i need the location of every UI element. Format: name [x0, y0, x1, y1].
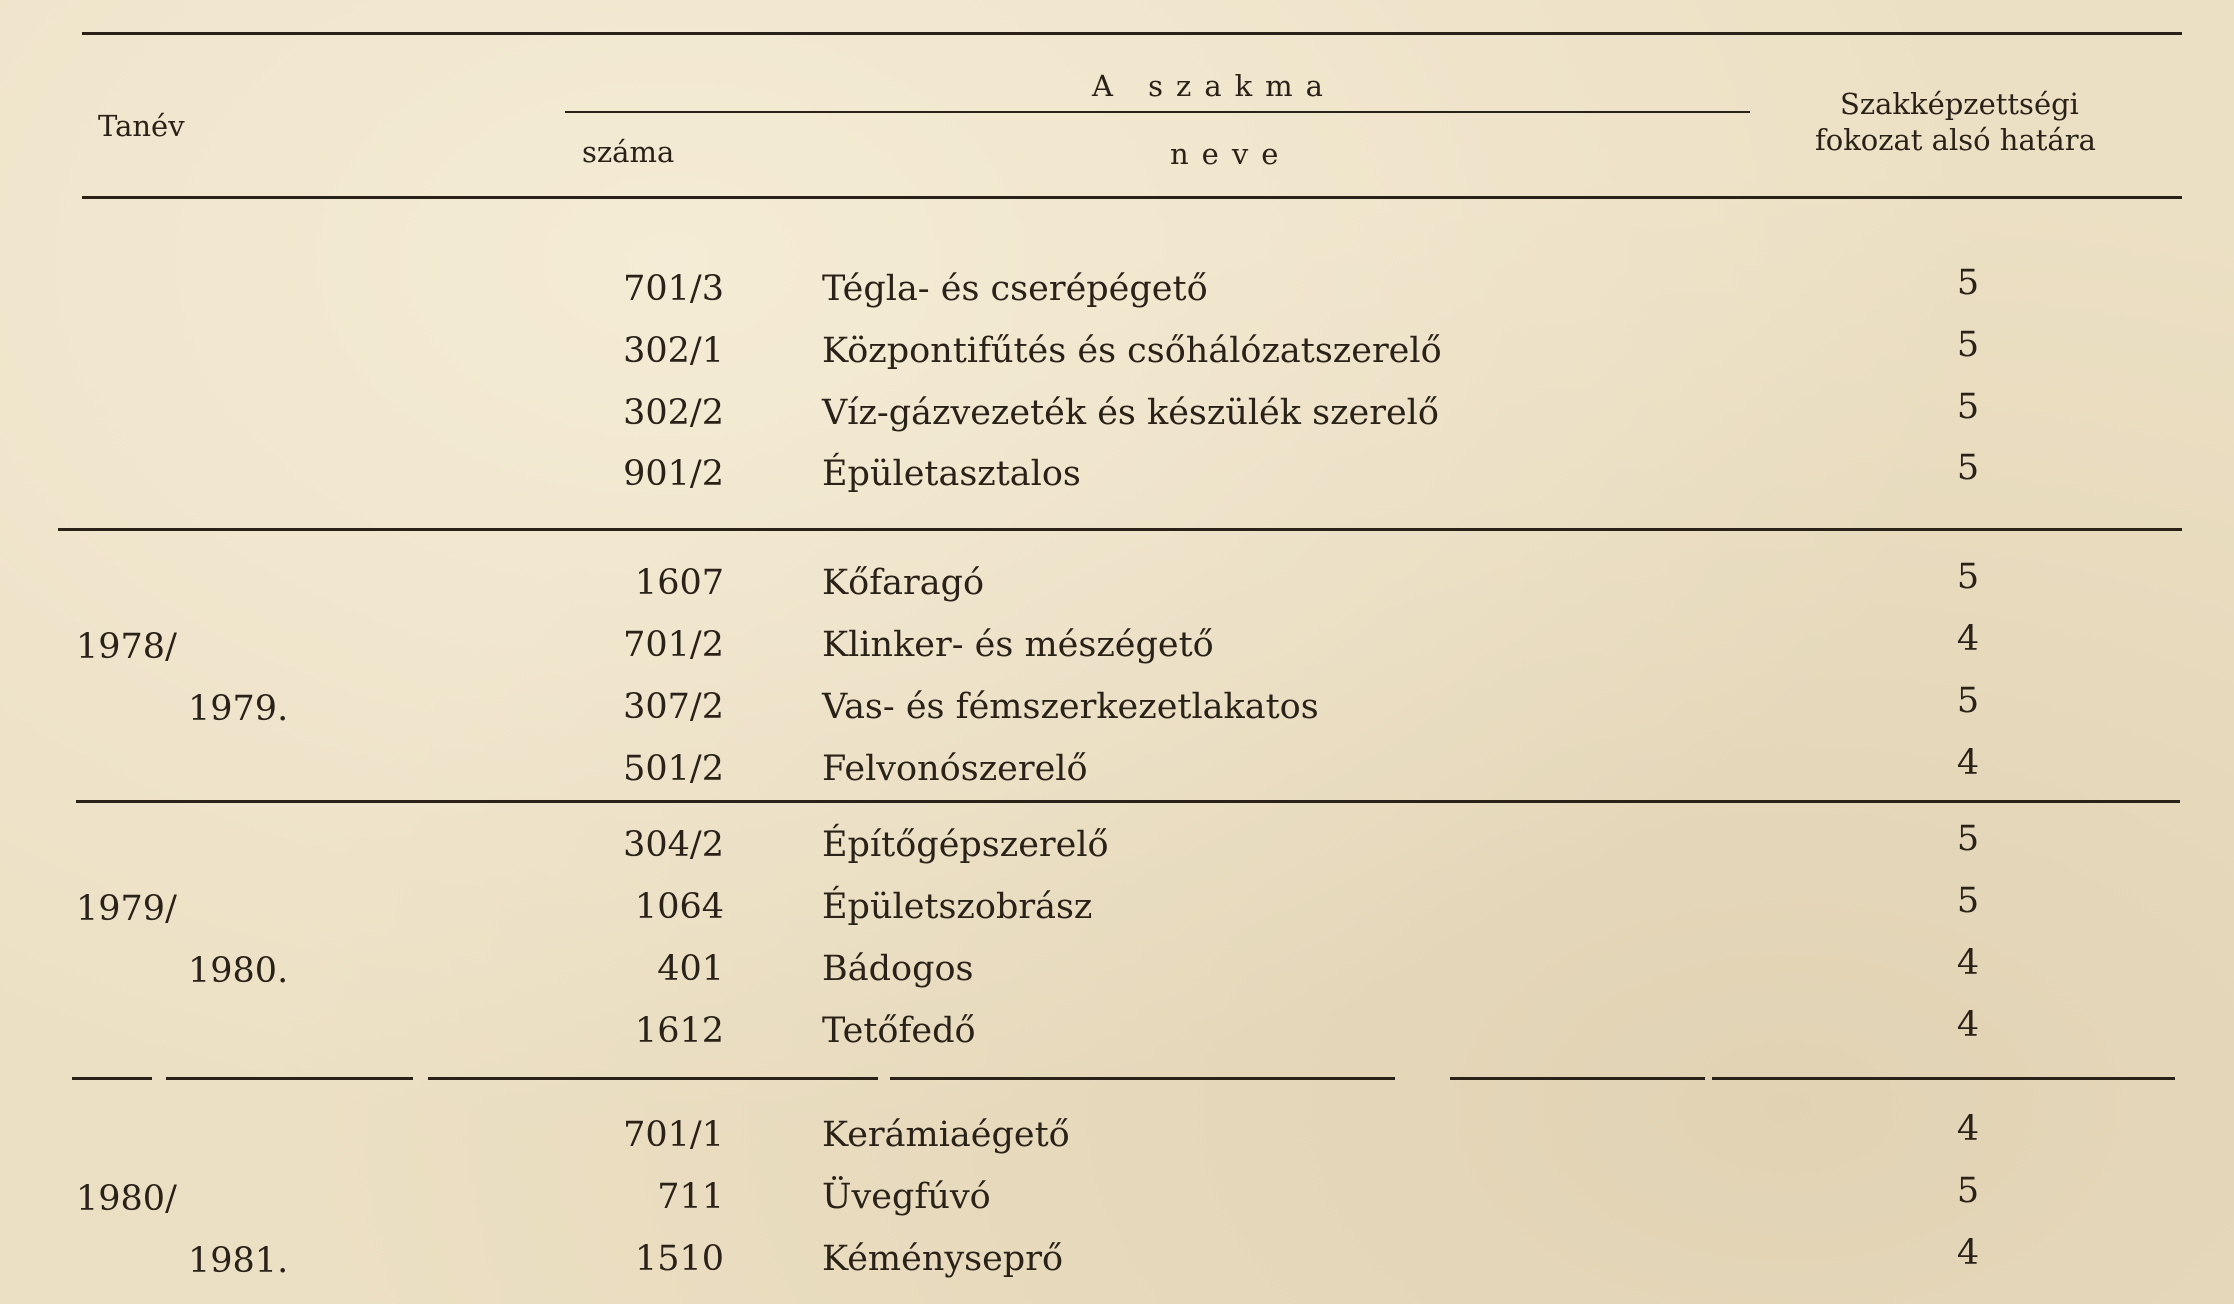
- trade-name: Kőfaragó: [822, 563, 985, 603]
- year-label-end: 1979.: [188, 689, 289, 729]
- header-szakkepzettsegi-line2: fokozat alsó határa: [1815, 123, 2096, 157]
- trade-number: 901/2: [623, 454, 724, 494]
- qualification-grade: 5: [1956, 448, 1980, 488]
- year-label-end: 1981.: [188, 1241, 289, 1281]
- qualification-grade: 4: [1956, 943, 1980, 983]
- trade-name: Kerámiaégető: [822, 1115, 1070, 1155]
- qualification-grade: 4: [1956, 1233, 1980, 1273]
- qualification-grade: 5: [1956, 325, 1980, 365]
- trade-name: Kéményseprő: [822, 1239, 1064, 1279]
- trade-number: 701/1: [623, 1115, 724, 1155]
- trade-name: Vas- és fémszerkezetlakatos: [822, 687, 1319, 727]
- trade-name: Üvegfúvó: [822, 1177, 991, 1217]
- qualification-grade: 4: [1956, 1109, 1980, 1149]
- qualification-grade: 5: [1956, 387, 1980, 427]
- trade-number: 701/3: [623, 269, 724, 309]
- year-label-start: 1980/: [76, 1179, 177, 1219]
- qualification-grade: 4: [1956, 743, 1980, 783]
- qualification-grade: 5: [1956, 557, 1980, 597]
- qualification-grade: 5: [1956, 263, 1980, 303]
- qualification-grade: 5: [1956, 819, 1980, 859]
- header-neve: neve: [1170, 137, 1292, 171]
- year-label-start: 1979/: [76, 889, 177, 929]
- trade-name: Építőgépszerelő: [822, 825, 1109, 865]
- group-separator-2: [76, 800, 2180, 803]
- trade-name: Épületszobrász: [822, 887, 1093, 927]
- trade-number: 701/2: [623, 625, 724, 665]
- szakma-underline: [565, 111, 1750, 113]
- trade-name: Víz-gázvezeték és készülék szerelő: [822, 393, 1439, 433]
- trade-name: Épületasztalos: [822, 454, 1081, 494]
- trade-number: 1612: [634, 1011, 724, 1051]
- qualification-grade: 4: [1956, 619, 1980, 659]
- group-separator-1: [58, 528, 2182, 531]
- trade-name: Klinker- és mészégető: [822, 625, 1214, 665]
- year-label-start: 1978/: [76, 627, 177, 667]
- qualification-grade: 5: [1956, 681, 1980, 721]
- trade-name: Bádogos: [822, 949, 974, 989]
- header-szama: száma: [582, 135, 675, 169]
- trade-number: 401: [657, 949, 724, 989]
- qualification-grade: 4: [1956, 1005, 1980, 1045]
- trade-number: 1510: [634, 1239, 724, 1279]
- trade-name: Tetőfedő: [822, 1011, 976, 1051]
- trade-number: 711: [657, 1177, 724, 1217]
- trade-number: 304/2: [623, 825, 724, 865]
- trade-number: 302/1: [623, 331, 724, 371]
- trade-number: 307/2: [623, 687, 724, 727]
- trade-name: Tégla- és cserépégető: [822, 269, 1208, 309]
- qualification-grade: 5: [1956, 881, 1980, 921]
- trade-name: Felvonószerelő: [822, 749, 1088, 789]
- header-tanev: Tanév: [98, 109, 185, 143]
- trade-number: 1064: [634, 887, 724, 927]
- top-rule: [82, 32, 2182, 35]
- trade-name: Központifűtés és csőhálózatszerelő: [822, 331, 1442, 371]
- trade-number: 501/2: [623, 749, 724, 789]
- header-szakma: A szakma: [1092, 69, 1336, 103]
- trade-number: 1607: [634, 563, 724, 603]
- header-szakkepzettsegi-line1: Szakképzettségi: [1840, 87, 2079, 121]
- header-bottom-rule: [82, 196, 2182, 199]
- trade-number: 302/2: [623, 393, 724, 433]
- qualification-grade: 5: [1956, 1171, 1980, 1211]
- year-label-end: 1980.: [188, 951, 289, 991]
